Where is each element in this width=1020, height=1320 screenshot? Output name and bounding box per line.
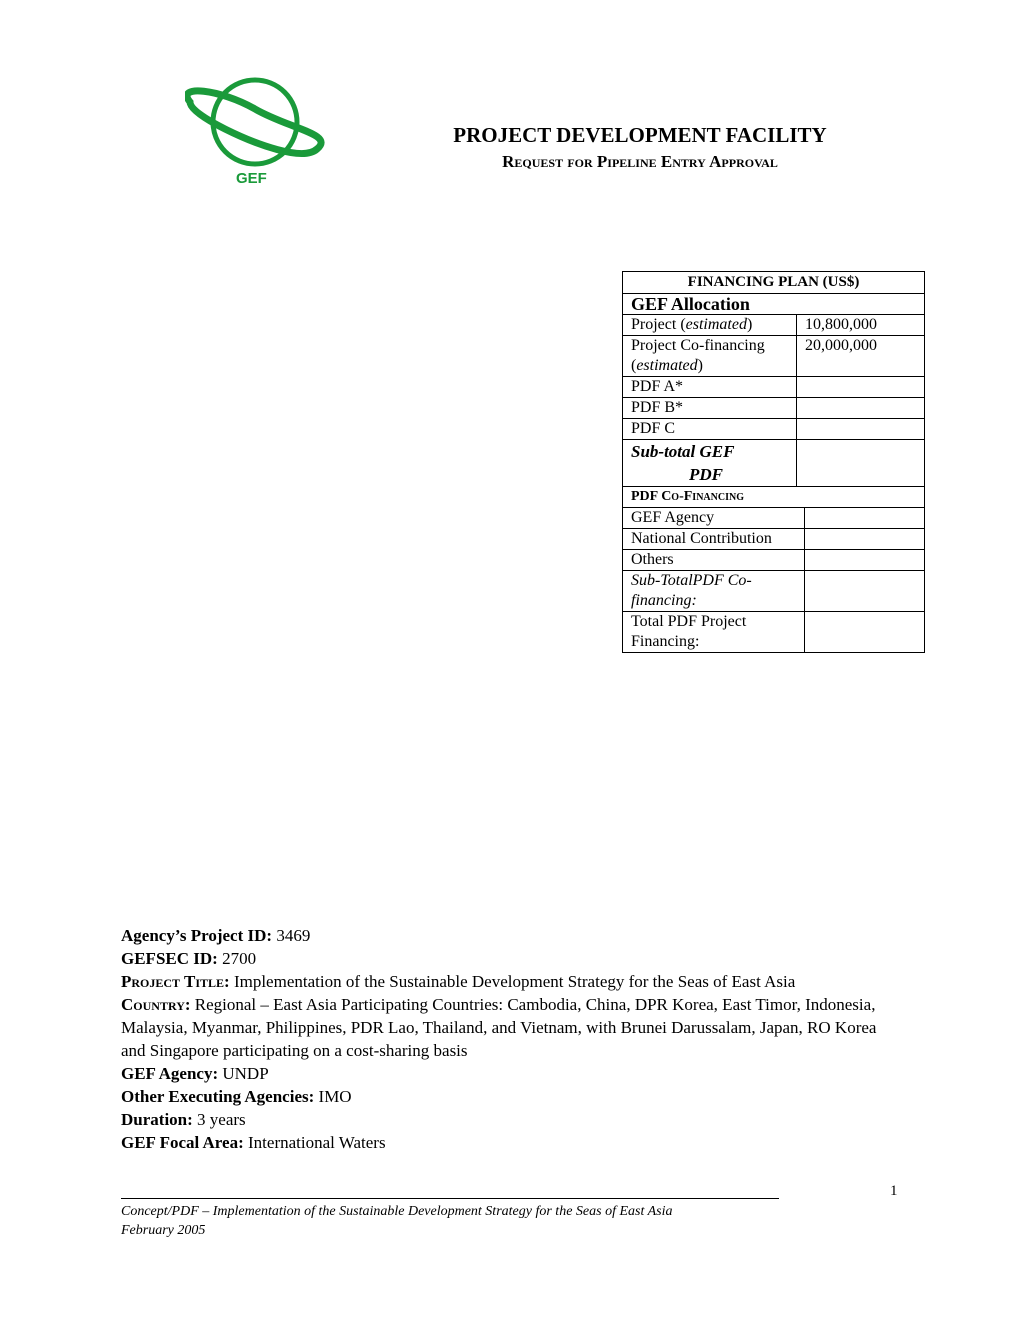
table-row [623,398,925,419]
financing-plan-table [622,271,925,653]
table-row [623,315,925,336]
national-contribution-label: National Contribution [623,529,805,550]
table-row [623,440,925,487]
table-row [623,612,925,653]
gef-agency-label: GEF Agency [623,508,805,529]
subtotal-cofin-label: Sub-TotalPDF Co-financing: [623,571,805,612]
page-title: PROJECT DEVELOPMENT FACILITY [453,123,827,147]
table-row [623,508,925,529]
pdf-a-label: PDF A* [623,377,797,398]
page-number: 1 [890,1183,898,1199]
page-subtitle: Request for Pipeline Entry Approval [502,152,778,171]
project-label: Project (estimated) [623,315,797,336]
cofin-label: Project Co-financing (estimated) [623,336,797,377]
subtotal-gef-label: Sub-total GEF PDF [623,440,797,487]
table-row [623,419,925,440]
footer-divider [121,1198,779,1199]
pdf-b-label: PDF B* [623,398,797,419]
pdf-cofinancing-label: PDF Co-Financing [623,487,925,508]
table-row [623,529,925,550]
project-info: Agency’s Project ID: 3469 GEFSEC ID: 2700 Project Title: Implementation of the Sustainable Development Strategy for the Seas of East Asia Country: Regional – East Asia Participating Countries: Cambodia, China, DPR Korea, East Timor, Indonesia, Malaysia, Myanmar, Philippines, PDR Lao, Thailand, and Vietnam, with Brunei Darussalam, Japan, RO Korea and Singapore participating on a cost-sharing basis GEF Agency: UNDP Other Executing Agencies: IMO Duration: 3 years GEF Focal Area: International Waters [121,926,877,1152]
project-value: 10,800,000 [797,315,925,336]
logo-text: GEF [236,170,267,187]
table-row [623,336,925,377]
table-row [623,377,925,398]
table-row [623,550,925,571]
total-label: Total PDF Project Financing: [623,612,805,653]
page-footer: Concept/PDF – Implementation of the Sustainable Development Strategy for the Seas of East Asia February 2005 [121,1204,673,1238]
table-row [623,571,925,612]
pdf-c-label: PDF C [623,419,797,440]
gef-allocation-label: GEF Allocation [623,294,925,315]
financing-heading: FINANCING PLAN (US$) [623,272,925,294]
cofin-value: 20,000,000 [797,336,925,377]
others-label: Others [623,550,805,571]
